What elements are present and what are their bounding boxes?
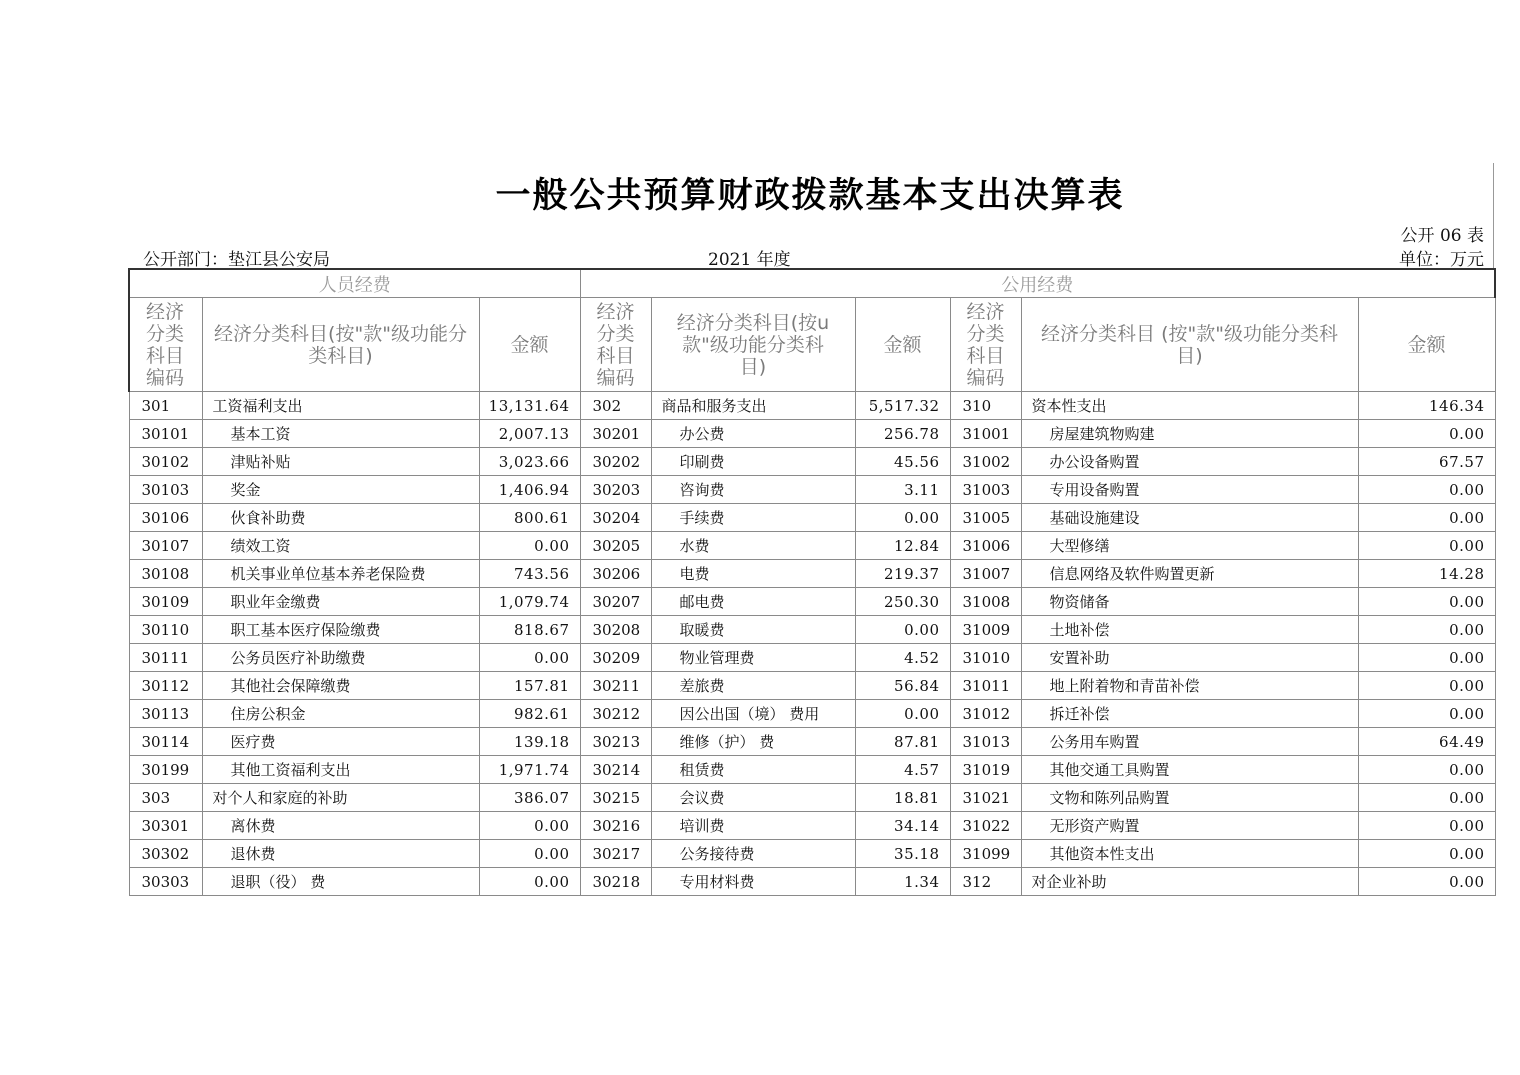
cell-amount: 1,971.74: [479, 756, 580, 784]
cell-amount: 386.07: [479, 784, 580, 812]
cell-name: 医疗费: [202, 728, 479, 756]
cell-code: 30106: [129, 504, 202, 532]
cell-code: 30208: [580, 616, 651, 644]
cell-code: 31099: [950, 840, 1021, 868]
cell-amount: 0.00: [1358, 700, 1495, 728]
cell-amount: 0.00: [1358, 812, 1495, 840]
cell-name: 职工基本医疗保险缴费: [202, 616, 479, 644]
cell-code: 30215: [580, 784, 651, 812]
cell-code: 312: [950, 868, 1021, 896]
table-row: [129, 728, 1495, 756]
col-code-2: 经济 分类 科目 编码: [580, 298, 651, 392]
col-name-3: 经济分类科目 (按"款"级功能分类科目): [1021, 298, 1358, 392]
cell-name: 公务接待费: [651, 840, 855, 868]
cell-amount: 56.84: [855, 672, 950, 700]
table-row: [129, 532, 1495, 560]
cell-name: 公务用车购置: [1021, 728, 1358, 756]
cell-amount: 0.00: [1358, 868, 1495, 896]
unit-label: 单位：万元: [1399, 250, 1484, 270]
cell-code: 30202: [580, 448, 651, 476]
cell-name: 其他工资福利支出: [202, 756, 479, 784]
cell-name: 对企业补助: [1021, 868, 1358, 896]
cell-amount: 0.00: [855, 616, 950, 644]
cell-amount: 0.00: [1358, 756, 1495, 784]
cell-code: 30110: [129, 616, 202, 644]
cell-amount: 0.00: [1358, 588, 1495, 616]
cell-amount: 0.00: [479, 644, 580, 672]
group-personnel: 人员经费: [129, 269, 580, 298]
cell-code: 30217: [580, 840, 651, 868]
cell-amount: 3,023.66: [479, 448, 580, 476]
cell-name: 印刷费: [651, 448, 855, 476]
cell-amount: 0.00: [1358, 784, 1495, 812]
col-name-2: 经济分类科目(按u款"级功能分类科目): [651, 298, 855, 392]
cell-name: 公务员医疗补助缴费: [202, 644, 479, 672]
cell-name: 会议费: [651, 784, 855, 812]
cell-code: 30111: [129, 644, 202, 672]
cell-code: 30301: [129, 812, 202, 840]
cell-amount: 0.00: [479, 868, 580, 896]
cell-name: 办公费: [651, 420, 855, 448]
cell-amount: 18.81: [855, 784, 950, 812]
cell-code: 30109: [129, 588, 202, 616]
cell-name: 土地补偿: [1021, 616, 1358, 644]
cell-name: 退职（役） 费: [202, 868, 479, 896]
fiscal-year-label: 2021 年度: [708, 250, 791, 270]
cell-code: 30209: [580, 644, 651, 672]
cell-amount: 0.00: [1358, 672, 1495, 700]
cell-amount: 0.00: [1358, 840, 1495, 868]
cell-amount: 0.00: [1358, 420, 1495, 448]
group-public: 公用经费: [580, 269, 1495, 298]
page-title: 一般公共预算财政拨款基本支出决算表: [495, 176, 1125, 216]
cell-name: 津贴补贴: [202, 448, 479, 476]
cell-name: 差旅费: [651, 672, 855, 700]
cell-name: 因公出国（境） 费用: [651, 700, 855, 728]
cell-code: 302: [580, 392, 651, 420]
table-row: [129, 588, 1495, 616]
cell-code: 30201: [580, 420, 651, 448]
cell-name: 咨询费: [651, 476, 855, 504]
cell-name: 绩效工资: [202, 532, 479, 560]
cell-amount: 2,007.13: [479, 420, 580, 448]
cell-name: 物资储备: [1021, 588, 1358, 616]
cell-amount: 146.34: [1358, 392, 1495, 420]
cell-code: 30103: [129, 476, 202, 504]
cell-code: 31001: [950, 420, 1021, 448]
table-row: [129, 672, 1495, 700]
cell-amount: 13,131.64: [479, 392, 580, 420]
cell-name: 退休费: [202, 840, 479, 868]
cell-code: 30114: [129, 728, 202, 756]
cell-code: 30108: [129, 560, 202, 588]
col-name-1: 经济分类科目(按"款"级功能分类科目): [202, 298, 479, 392]
cell-amount: 45.56: [855, 448, 950, 476]
cell-code: 30211: [580, 672, 651, 700]
cell-name: 其他社会保障缴费: [202, 672, 479, 700]
table-row: [129, 616, 1495, 644]
cell-code: 30207: [580, 588, 651, 616]
cell-code: 31003: [950, 476, 1021, 504]
cell-amount: 139.18: [479, 728, 580, 756]
cell-code: 30204: [580, 504, 651, 532]
cell-amount: 4.57: [855, 756, 950, 784]
col-amount-1: 金额: [479, 298, 580, 392]
cell-amount: 5,517.32: [855, 392, 950, 420]
cell-name: 地上附着物和青苗补偿: [1021, 672, 1358, 700]
cell-name: 房屋建筑物购建: [1021, 420, 1358, 448]
cell-name: 拆迁补偿: [1021, 700, 1358, 728]
cell-code: 31011: [950, 672, 1021, 700]
cell-code: 30113: [129, 700, 202, 728]
cell-name: 住房公积金: [202, 700, 479, 728]
cell-name: 其他资本性支出: [1021, 840, 1358, 868]
cell-code: 30205: [580, 532, 651, 560]
cell-code: 30302: [129, 840, 202, 868]
cell-code: 30102: [129, 448, 202, 476]
cell-amount: 0.00: [479, 812, 580, 840]
cell-code: 301: [129, 392, 202, 420]
cell-code: 31019: [950, 756, 1021, 784]
cell-name: 邮电费: [651, 588, 855, 616]
cell-name: 机关事业单位基本养老保险费: [202, 560, 479, 588]
table-row: [129, 420, 1495, 448]
cell-name: 电费: [651, 560, 855, 588]
table-row: [129, 784, 1495, 812]
cell-amount: 219.37: [855, 560, 950, 588]
cell-code: 31013: [950, 728, 1021, 756]
cell-code: 30199: [129, 756, 202, 784]
cell-name: 取暖费: [651, 616, 855, 644]
cell-name: 奖金: [202, 476, 479, 504]
cell-code: 30212: [580, 700, 651, 728]
cell-name: 商品和服务支出: [651, 392, 855, 420]
cell-amount: 64.49: [1358, 728, 1495, 756]
table-row: [129, 812, 1495, 840]
cell-name: 培训费: [651, 812, 855, 840]
right-border-line: [1493, 163, 1494, 268]
cell-name: 办公设备购置: [1021, 448, 1358, 476]
cell-code: 31008: [950, 588, 1021, 616]
cell-name: 文物和陈列品购置: [1021, 784, 1358, 812]
table-row: [129, 868, 1495, 896]
cell-name: 离休费: [202, 812, 479, 840]
cell-amount: 87.81: [855, 728, 950, 756]
cell-name: 水费: [651, 532, 855, 560]
cell-code: 31012: [950, 700, 1021, 728]
cell-amount: 35.18: [855, 840, 950, 868]
cell-name: 物业管理费: [651, 644, 855, 672]
cell-name: 大型修缮: [1021, 532, 1358, 560]
cell-amount: 1,406.94: [479, 476, 580, 504]
cell-code: 30206: [580, 560, 651, 588]
cell-amount: 14.28: [1358, 560, 1495, 588]
cell-code: 31010: [950, 644, 1021, 672]
cell-code: 31021: [950, 784, 1021, 812]
cell-amount: 157.81: [479, 672, 580, 700]
cell-code: 31002: [950, 448, 1021, 476]
cell-name: 手续费: [651, 504, 855, 532]
col-code-1: 经济 分类 科目 编码: [129, 298, 202, 392]
cell-name: 工资福利支出: [202, 392, 479, 420]
col-amount-2: 金额: [855, 298, 950, 392]
cell-name: 基本工资: [202, 420, 479, 448]
cell-amount: 256.78: [855, 420, 950, 448]
cell-code: 31009: [950, 616, 1021, 644]
cell-code: 30203: [580, 476, 651, 504]
cell-code: 30112: [129, 672, 202, 700]
cell-amount: 982.61: [479, 700, 580, 728]
table-row: [129, 756, 1495, 784]
table-row: [129, 504, 1495, 532]
table-row: [129, 700, 1495, 728]
cell-amount: 743.56: [479, 560, 580, 588]
col-code-3: 经济 分类 科目 编码: [950, 298, 1021, 392]
cell-name: 资本性支出: [1021, 392, 1358, 420]
cell-code: 31005: [950, 504, 1021, 532]
cell-name: 安置补助: [1021, 644, 1358, 672]
cell-code: 31006: [950, 532, 1021, 560]
cell-code: 30101: [129, 420, 202, 448]
cell-code: 30218: [580, 868, 651, 896]
cell-amount: 0.00: [1358, 616, 1495, 644]
cell-amount: 0.00: [855, 700, 950, 728]
cell-name: 维修（护） 费: [651, 728, 855, 756]
cell-code: 30303: [129, 868, 202, 896]
table-row: [129, 644, 1495, 672]
cell-code: 30216: [580, 812, 651, 840]
cell-amount: 0.00: [1358, 504, 1495, 532]
cell-code: 31007: [950, 560, 1021, 588]
cell-amount: 0.00: [855, 504, 950, 532]
cell-code: 30107: [129, 532, 202, 560]
cell-amount: 34.14: [855, 812, 950, 840]
cell-name: 无形资产购置: [1021, 812, 1358, 840]
cell-name: 信息网络及软件购置更新: [1021, 560, 1358, 588]
cell-name: 其他交通工具购置: [1021, 756, 1358, 784]
cell-code: 303: [129, 784, 202, 812]
cell-name: 职业年金缴费: [202, 588, 479, 616]
table-row: [129, 560, 1495, 588]
table-row: [129, 448, 1495, 476]
cell-amount: 4.52: [855, 644, 950, 672]
cell-amount: 3.11: [855, 476, 950, 504]
cell-amount: 818.67: [479, 616, 580, 644]
cell-name: 伙食补助费: [202, 504, 479, 532]
table-row: [129, 840, 1495, 868]
table-row: [129, 476, 1495, 504]
cell-amount: 1,079.74: [479, 588, 580, 616]
cell-name: 租赁费: [651, 756, 855, 784]
cell-amount: 800.61: [479, 504, 580, 532]
cell-amount: 0.00: [479, 532, 580, 560]
cell-code: 310: [950, 392, 1021, 420]
cell-amount: 0.00: [1358, 532, 1495, 560]
budget-table: [128, 268, 1496, 896]
cell-amount: 12.84: [855, 532, 950, 560]
cell-code: 30214: [580, 756, 651, 784]
cell-name: 对个人和家庭的补助: [202, 784, 479, 812]
cell-name: 专用材料费: [651, 868, 855, 896]
cell-name: 基础设施建设: [1021, 504, 1358, 532]
col-amount-3: 金额: [1358, 298, 1495, 392]
department-label: 公开部门：垫江县公安局: [143, 250, 330, 270]
table-number: 公开 06 表: [1400, 226, 1484, 246]
cell-amount: 0.00: [479, 840, 580, 868]
cell-code: 30213: [580, 728, 651, 756]
cell-code: 31022: [950, 812, 1021, 840]
cell-name: 专用设备购置: [1021, 476, 1358, 504]
cell-amount: 67.57: [1358, 448, 1495, 476]
cell-amount: 1.34: [855, 868, 950, 896]
cell-amount: 0.00: [1358, 644, 1495, 672]
table-row: [129, 392, 1495, 420]
cell-amount: 0.00: [1358, 476, 1495, 504]
cell-amount: 250.30: [855, 588, 950, 616]
